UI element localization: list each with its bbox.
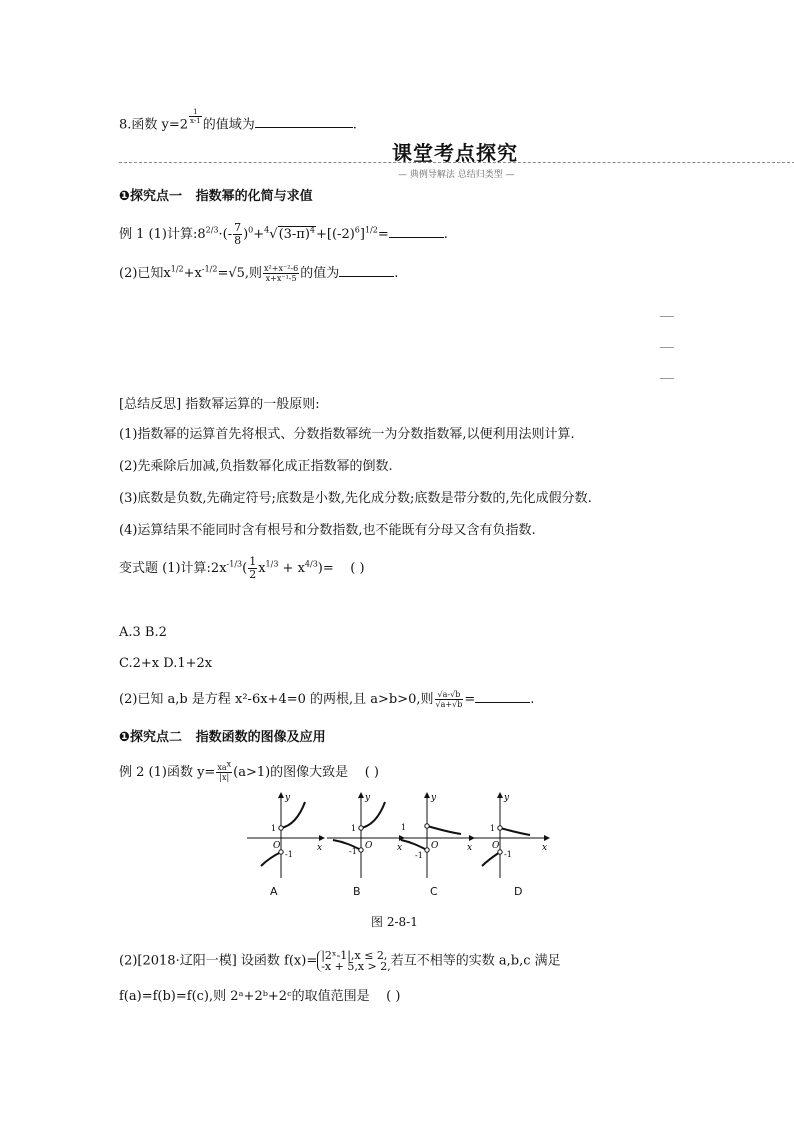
figure-caption: 图 2-8-1 <box>371 915 418 929</box>
axis-y-label: y <box>285 793 291 803</box>
axis-x-label: x <box>542 843 548 853</box>
axis-x-label: x <box>467 843 473 853</box>
summary-item: (1)指数幂的运算首先将根式、分数指数幂统一为分数指数幂,以便利用法则计算. <box>119 427 575 442</box>
summary-item: (2)先乘除后加减,负指数幂化成正指数幂的倒数. <box>119 459 393 474</box>
section-subtitle: — 典例导解法 总结归类型 — <box>398 170 515 180</box>
question-8: 8.函数 y=2 $\frac{1}{x-1}$ 的值域为 . <box>119 108 357 133</box>
tick-label: -1 <box>415 851 423 860</box>
radical-expression: $(3-\pi)^4$ <box>278 225 316 242</box>
answer-blank[interactable] <box>339 264 394 277</box>
example-2-part-2-line-2: f(a)=f(b)=f(c),则 2ᵃ+2ᵇ+2ᶜ的取值范围是 ( ) <box>119 989 401 1004</box>
variant-part-2: (2)已知 a,b 是方程 x²-6x+4=0 的两根,且 a>b>0,则 $\frac{√a-√b}{√a+√b}$ = . <box>119 690 535 709</box>
answer-paren[interactable]: ( ) <box>386 989 401 1004</box>
graph-c <box>397 790 477 880</box>
tick-label: 1 <box>490 824 496 833</box>
graph-label-a: A <box>270 885 278 898</box>
margin-mark <box>660 347 674 348</box>
variant-part-1: 变式题 (1)计算$:2x^{-1/3}$( $\frac{1}{2}$ $x^{1/3} + x^{4/3})=$ ( ) <box>119 555 365 581</box>
tick-label: 1 <box>351 824 357 833</box>
tick-label: 1 <box>271 824 277 833</box>
answer-paren[interactable]: ( ) <box>364 765 379 780</box>
origin-label: O <box>273 841 281 851</box>
piecewise-function: |2ˣ-1|,x ≤ 2, -x + 5,x > 2, <box>317 950 391 972</box>
summary-item: (4)运算结果不能同时含有根号和分数指数,也不能既有分母又含有负指数. <box>119 523 536 538</box>
section-title: 课堂考点探究 <box>392 141 518 165</box>
fraction-expression: $\frac{\text{x²+x⁻²-6}}{\text{x+x⁻¹-5}}$ <box>264 264 299 283</box>
topic-marker-icon: ❶ <box>119 189 131 204</box>
example-1-part-1: 例 1 (1)计算$:8^{2/3}\cdot(-$ $\frac{7}{8}$ )$^0+^4√(3-\pi)^4+[(-2)^6]^{1/2}=$ . <box>119 221 448 247</box>
topic-marker-icon: ❶ <box>119 730 131 745</box>
example-1-part-2: (2)已知$x^{1/2}+x^{-1/2}=√5$,则 $\frac{\text{x²+x⁻²-6}}{\text{x+x⁻¹-5}}$ 的值为 . <box>119 264 399 283</box>
variant-options-cd: C.2+x D.1+2x <box>119 656 213 671</box>
example-2-part-2: (2)[2018·辽阳一模] 设函数 f(x)= |2ˣ-1|,x ≤ 2, -x + 5,x > 2, 若互不相等的实数 a,b,c 满足 <box>119 949 561 973</box>
graph-label-b: B <box>353 885 361 898</box>
margin-mark <box>660 316 674 317</box>
answer-blank[interactable] <box>255 115 353 128</box>
section-divider <box>119 162 794 163</box>
variant-options-ab: A.3 B.2 <box>119 625 167 640</box>
q8-prefix: 8.函数 y=2 <box>119 117 189 133</box>
graph-b <box>327 790 407 880</box>
fraction-function: $\frac{xa^x}{|x|}$ <box>217 759 232 782</box>
fraction-7-8: $\frac{7}{8}$ <box>234 221 242 247</box>
fraction-one-half: $\frac{1}{2}$ <box>249 555 257 581</box>
summary-title: [总结反思] 指数幂运算的一般原则: <box>119 397 320 412</box>
graph-label-c: C <box>430 885 438 898</box>
axis-y-label: y <box>365 793 371 803</box>
margin-mark <box>660 378 674 379</box>
tick-label: -1 <box>285 850 293 859</box>
graph-a <box>247 790 327 880</box>
fraction-roots: $\frac{√a-√b}{√a+√b}$ <box>435 690 463 709</box>
q8-suffix: 的值域为 <box>202 117 255 133</box>
answer-blank[interactable] <box>475 690 530 703</box>
tick-label: -1 <box>504 850 512 859</box>
origin-label: O <box>431 841 439 851</box>
origin-label: O <box>365 841 373 851</box>
q8-exponent: $\frac{1}{x-1}$ <box>190 108 201 125</box>
graph-label-d: D <box>514 885 523 898</box>
graph-d <box>472 790 552 880</box>
answer-blank[interactable] <box>389 225 444 238</box>
axis-y-label: y <box>431 793 437 803</box>
tick-label: -1 <box>349 847 357 856</box>
axis-x-label: x <box>317 843 323 853</box>
tick-label: 1 <box>401 823 407 832</box>
origin-label: O <box>492 841 500 851</box>
topic-1-heading: ❶探究点一 指数幂的化简与求值 <box>119 189 313 204</box>
example-2-part-1: 例 2 (1)函数 y= $\frac{xa^x}{|x|}$ (a>1)的图像大致是 ( ) <box>119 759 379 782</box>
axis-x-label: x <box>397 843 403 853</box>
topic-2-heading: ❶探究点二 指数函数的图像及应用 <box>119 730 326 745</box>
axis-y-label: y <box>504 793 510 803</box>
summary-item: (3)底数是负数,先确定符号;底数是小数,先化成分数;底数是带分数的,先化成假分数. <box>119 491 592 506</box>
answer-paren[interactable]: ( ) <box>350 561 365 576</box>
